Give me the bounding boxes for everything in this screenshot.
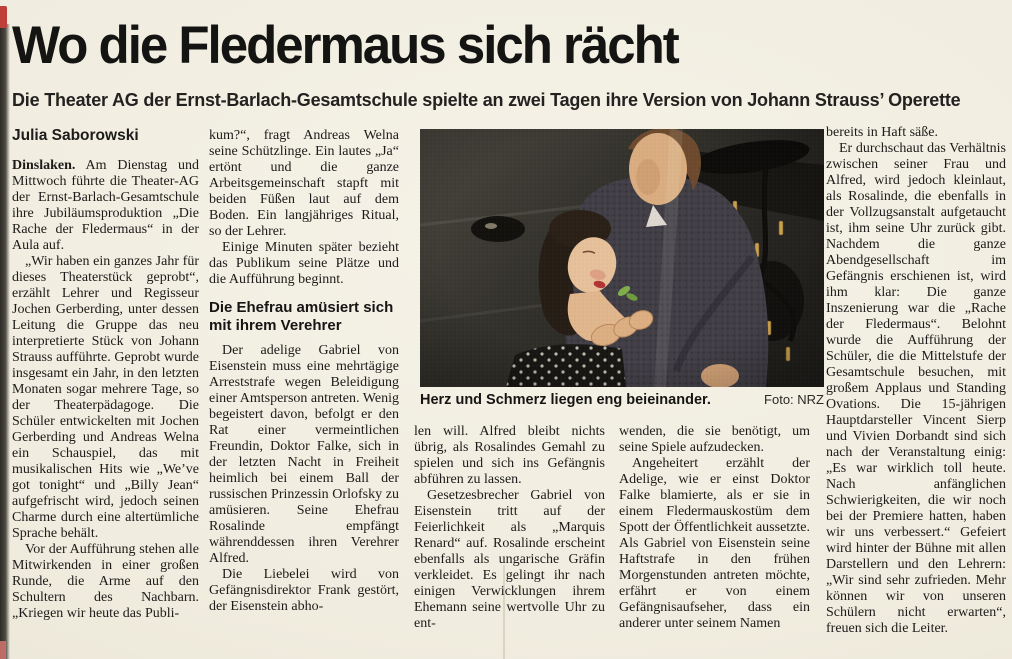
paragraph: Vor der Aufführung stehen alle Mitwirkenden in einer großen Runde, die Arme auf den Schultern des Nachbarn. „Kriegen wir heute das Publi- <box>12 542 199 621</box>
paragraph: Angeheitert erzählt der Adelige, wie er einst Doktor Falke blamierte, als er sie in einem Fledermauskostüm dem Spott der Öffentlichkeit aussetzte. Als Gabriel von Eisenstein seine Haftstrafe in den frühen Morgenstunden antreten möchte, erfährt er von einem Gefängnisaufseher, dass ein anderer unter seinem Namen <box>619 456 810 631</box>
paragraph: kum?“, fragt Andreas Welna seine Schützlinge. Ein lautes „Ja“ ertönt und die ganze Arbeitsgemeinschaft stapft mit beiden Füßen laut auf dem Boden. Ein langjähriges Ritual, so der Lehrer. <box>209 128 399 239</box>
photo-caption: Herz und Schmerz liegen eng beieinander. <box>420 392 711 408</box>
byline: Julia Saborowski <box>12 127 139 144</box>
text-column-4 <box>619 424 810 632</box>
scan-mark-top-left <box>0 6 7 28</box>
subheadline: Die Theater AG der Ernst-Barlach-Gesamtschule spielte an zwei Tagen ihre Version von Johann Strauss’ Operette <box>12 90 961 110</box>
article-photo <box>420 129 824 387</box>
paragraph: bereits in Haft säße. <box>826 125 938 140</box>
paragraph: Die Liebelei wird von Gefängnisdirektor Frank gestört, der Eisenstein abho- <box>209 567 399 614</box>
paragraph: len will. Alfred bleibt nichts übrig, als Rosalindes Gemahl zu spielen und sich ins Gefängnis abführen zu lassen. <box>414 424 605 487</box>
paragraph: wenden, die sie benötigt, um seine Spiele aufzudecken. <box>619 424 810 455</box>
text-column-3 <box>414 424 605 632</box>
lead-city: Dinslaken. <box>12 158 76 173</box>
photo-scan-artifacts <box>420 129 824 387</box>
headline: Wo die Fledermaus sich rächt <box>12 14 678 75</box>
lead-text: Am Dienstag und Mittwoch führte die Theater-AG der Ernst-Barlach-Gesamtschule ihre Jubiläumsproduktion „Die Rache der Fledermaus“ in der Aula auf. <box>12 158 199 253</box>
scan-edge-shadow <box>0 24 10 659</box>
paragraph: Gesetzesbrecher Gabriel von Eisenstein tritt auf der Feierlichkeit als „Marquis Renard“ auf. Rosalinde erscheint ebenfalls als ungarische Gräfin verkleidet. Es gelingt ihr nach einigen Verwicklungen ihrem Ehemann seine wertvolle Uhr zu ent- <box>414 488 605 631</box>
crosshead: Die Ehefrau amüsiert sich mit ihrem Verehrer <box>209 299 394 334</box>
text-column-1 <box>12 128 199 622</box>
text-column-2 <box>209 128 399 615</box>
photo-caption-row <box>420 392 824 408</box>
scan-mark-bottom-left <box>0 641 6 659</box>
paragraph: Der adelige Gabriel von Eisenstein muss eine mehrtägige Arreststrafe wegen Beleidigung einer Amtsperson antreten. Wenig begeistert davon, befolgt er den Rat einer vermeintlichen Freundin, Doktor Falke, sich in der letzten Nacht in Freiheit heimlich bei einem Ball der russischen Prinzessin Orlofsky zu amüsieren. Seine Ehefrau Rosalinde empfängt währenddessen ihren Verehrer Alfred. <box>209 343 399 566</box>
paragraph-lead <box>12 158 199 254</box>
text-column-5 <box>826 125 1006 637</box>
paragraph: Einige Minuten später bezieht das Publikum seine Plätze und die Aufführung beginnt. <box>209 240 399 287</box>
paragraph: Er durchschaut das Verhältnis zwischen seiner Frau und Alfred, wird jedoch kleinlaut, als Rosalinde, die ebenfalls in der Vollzugsanstalt aufgetaucht ist, ihm seine Uhr zurück gibt. Nachdem die ganze Abendgesellschaft im Gefängnis erschienen ist, wird ihm klar: Die ganze Inszenierung war die „Rache der Fledermaus“. Belohnt wurde die Aufführung der Schüler, die die Mittelstufe der Gesamtschule besuchen, mit großem Applaus und Standing Ovations. Die 15-jährigen Hauptdarsteller Vincent Sierp und Vivien Dorbandt sind sich nach der Veranstaltung einig: „Es war wirklich toll heute. Nach anfänglichen Schwierigkeiten, die wir noch bei der Premiere hatten, haben wir uns verbessert.“ Gefeiert wird hinter der Bühne mit allen Darstellern und den Lehrern: „Wir sind sehr zufrieden. Mehr können wir von unseren Schülern nicht erwarten“, freuen sich die Leiter. <box>826 141 1006 636</box>
photo-credit: Foto: NRZ <box>764 392 824 407</box>
paragraph: „Wir haben ein ganzes Jahr für dieses Theaterstück geprobt“, erzählt Lehrer und Regisseur Jochen Gerberding, unter dessen Leitung die Gruppe das neu interpretierte Stück von Johann Strauss aufführte. Geprobt wurde insgesamt ein Jahr, in den letzten Monaten sogar mehrere Tage, so der Theaterpädagoge. Die Schüler entwickelten mit Jochen Gerberding und Andreas Welna ein Schauspiel, das mit musikalischen Hits wie „We’ve got tonight“ und „Billy Jean“ aufgefrischt wird, jedoch seinen Charme durch eine altertümliche Sprache behält. <box>12 254 199 541</box>
